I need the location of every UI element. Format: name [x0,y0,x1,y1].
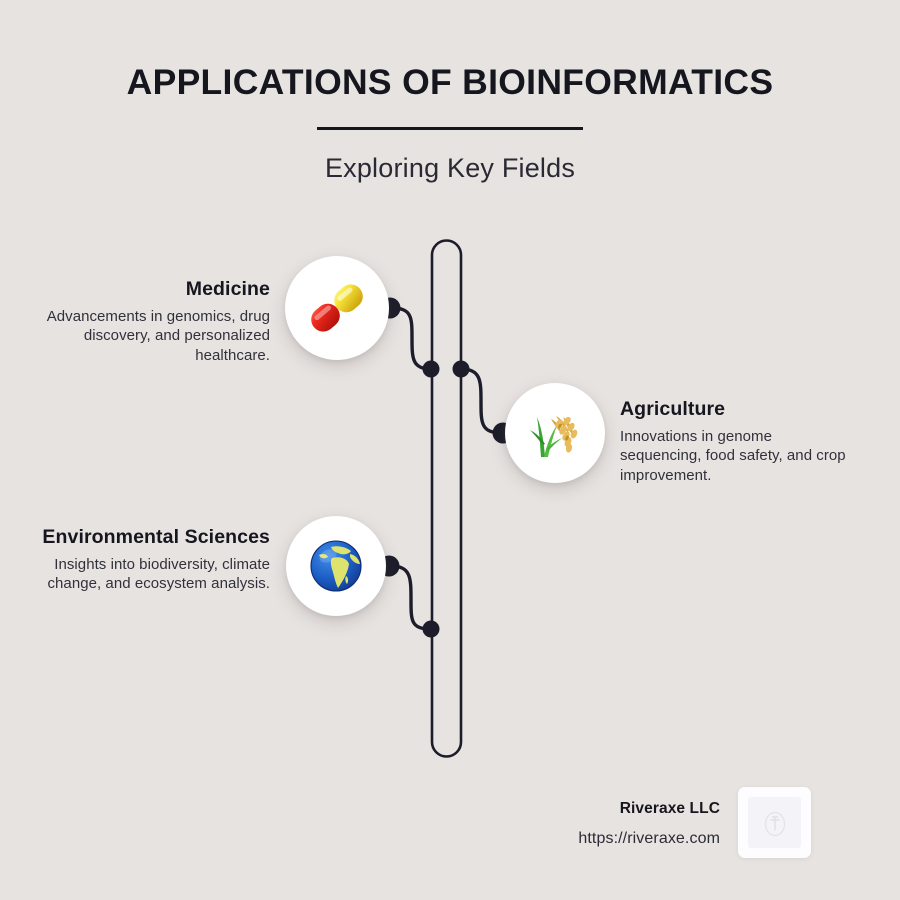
riveraxe-logo-placeholder-icon [762,809,788,837]
node-dot-environment-spine [423,621,440,638]
footer-logo-inner [748,797,801,848]
section-text-medicine [30,278,270,365]
icon-circle-environment[interactable] [286,516,386,616]
page-title: APPLICATIONS OF BIOINFORMATICS [126,62,774,102]
page-subtitle: Exploring Key Fields [324,153,576,183]
icon-circle-medicine[interactable] [285,256,389,360]
section-text-agriculture [620,398,850,485]
rice-sheaf-icon [523,401,587,465]
branch-path-agriculture [461,369,502,433]
globe-earth-icon [308,538,364,594]
branch-path-medicine [392,308,431,369]
footer-company-name: Riveraxe LLC [619,800,720,817]
icon-circle-agriculture[interactable] [505,383,605,483]
section-heading-environment: Environmental Sciences [42,526,270,548]
central-spine-path [432,241,461,757]
section-heading-agriculture: Agriculture [620,398,726,420]
node-dot-medicine-spine [423,361,440,378]
section-body-environment: Insights into biodiversity, climate change, and ecosystem analysis. [47,555,270,593]
section-body-agriculture: Innovations in genome sequencing, food safety, and crop improvement. [620,427,846,484]
node-dot-agriculture-spine [453,361,470,378]
footer-website-url[interactable]: https://riveraxe.com [578,830,720,847]
section-heading-medicine: Medicine [185,278,270,300]
title-divider [317,127,583,130]
section-text-environment [30,526,270,594]
section-body-medicine: Advancements in genomics, drug discovery, and personalized healthcare. [46,307,270,364]
branch-path-environment [391,566,431,629]
footer-logo-box [738,787,811,858]
pill-capsule-icon [298,269,376,347]
